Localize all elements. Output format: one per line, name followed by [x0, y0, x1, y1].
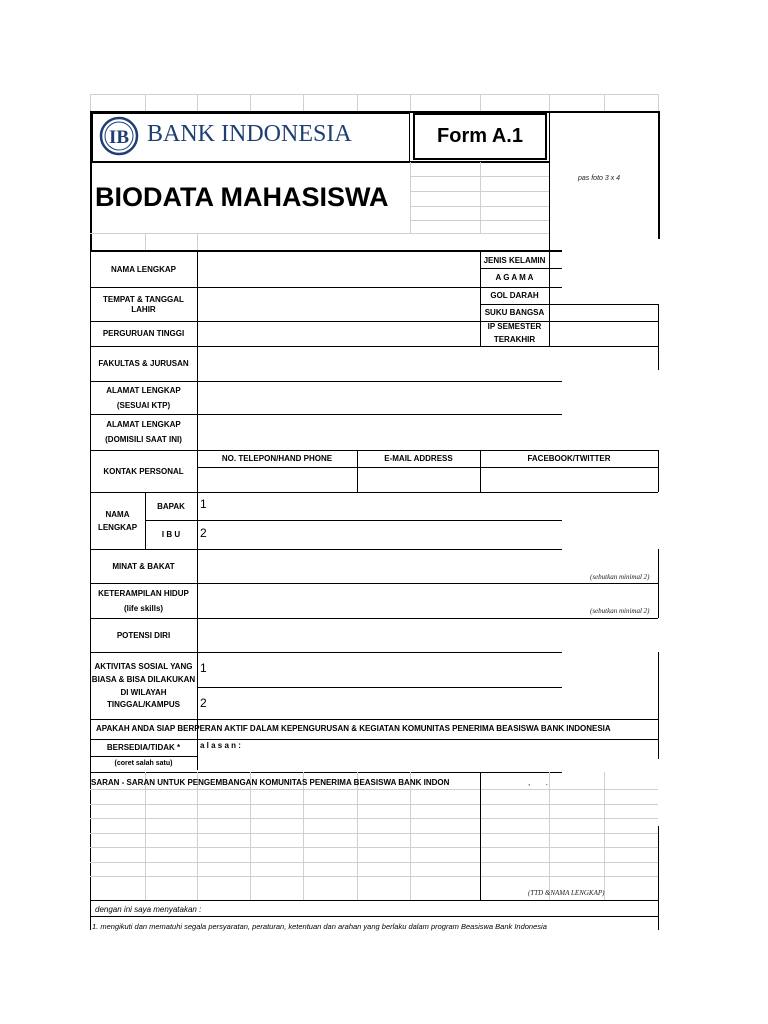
svg-text:IB: IB: [108, 127, 130, 148]
input-fakultas-jurusan[interactable]: [198, 347, 560, 380]
signature-area[interactable]: [481, 790, 657, 886]
label-fakultas-jurusan: FAKULTAS & JURUSAN: [98, 359, 189, 369]
label-ibu: I B U: [161, 530, 181, 540]
label-nama-ortu: [90, 493, 145, 549]
label-suku-bangsa: SUKU BANGSA: [484, 308, 545, 318]
label-alamat-dom-line1: ALAMAT LENGKAP: [106, 420, 181, 430]
input-jenis-kelamin[interactable]: [550, 253, 562, 267]
saran-text: SARAN - SARAN UNTUK PENGEMBANGAN KOMUNITAS PENERIMA BEASISWA BANK INDON: [91, 778, 450, 787]
label-ip-semester-line2: TERAKHIR: [493, 334, 536, 344]
page-title: BIODATA MAHASISWA: [95, 182, 389, 212]
bank-logo-icon: [99, 116, 143, 161]
label-tempat-tanggal-lahir: TEMPAT & TANGGAL LAHIR: [103, 294, 184, 314]
input-keterampilan[interactable]: [198, 585, 578, 617]
label-nama-ortu-line1: NAMA: [105, 509, 130, 519]
aktivitas-number-2: 2: [200, 696, 207, 710]
input-alamat-ktp[interactable]: [198, 382, 560, 413]
input-email[interactable]: [358, 468, 479, 491]
label-alamat-ktp: [90, 382, 197, 414]
label-alasan: a l a s a n :: [200, 741, 241, 750]
input-aktivitas-1[interactable]: [210, 654, 560, 686]
statement-point-1: 1. mengikuti dan mematuhi segala persyaratan, peraturan, ketentuan dan arahan yang berlaku dalam program Beasiswa Bank Indonesia: [92, 922, 547, 931]
label-coret: (coret salah satu): [114, 760, 173, 768]
input-alasan[interactable]: [240, 740, 560, 771]
input-facebook[interactable]: [481, 468, 657, 491]
input-minat-bakat[interactable]: [198, 551, 578, 582]
ibu-number: 2: [200, 526, 207, 540]
label-bersedia[interactable]: BERSEDIA/TIDAK *: [106, 743, 181, 753]
label-keterampilan: [90, 584, 197, 618]
input-saran[interactable]: [91, 790, 479, 899]
input-nama-ibu[interactable]: [210, 522, 560, 548]
header-email: E-MAIL ADDRESS: [384, 454, 453, 464]
label-jenis-kelamin: JENIS KELAMIN: [483, 255, 546, 265]
label-keterampilan-line1: KETERAMPILAN HIDUP: [98, 588, 189, 598]
label-alamat-domisili: [90, 415, 197, 450]
label-minat-bakat: MINAT & BAKAT: [112, 561, 175, 571]
header-telepon: NO. TELEPON/HAND PHONE: [221, 454, 333, 464]
date-marks: , .: [528, 778, 549, 787]
label-aktivitas-line1: AKTIVITAS SOSIAL YANG: [94, 662, 193, 672]
label-aktivitas: [90, 653, 197, 719]
input-perguruan-tinggi[interactable]: [198, 322, 479, 345]
input-alamat-domisili[interactable]: [198, 415, 560, 449]
label-perguruan-tinggi: PERGURUAN TINGGI: [102, 329, 185, 339]
label-potensi-diri: POTENSI DIRI: [116, 630, 171, 640]
label-alamat-dom-line2: (DOMISILI SAAT INI): [105, 435, 182, 444]
ttd-label: (TTD &NAMA LENGKAP): [528, 889, 605, 897]
photo-note: pas foto 3 x 4: [578, 175, 621, 182]
form-code: Form A.1: [437, 125, 523, 147]
form-code-box: [413, 113, 547, 160]
input-nama-lengkap[interactable]: [198, 253, 479, 286]
label-aktivitas-line3: DI WILAYAH: [120, 687, 167, 697]
label-keterampilan-line2: (life skills): [123, 603, 164, 613]
label-bapak: BAPAK: [157, 501, 185, 511]
aktivitas-number-1: 1: [200, 661, 207, 675]
bapak-number: 1: [200, 497, 207, 511]
label-kontak-personal: KONTAK PERSONAL: [103, 466, 184, 476]
label-aktivitas-line2: BIASA & BISA DILAKUKAN: [91, 674, 196, 684]
statement-intro: dengan ini saya menyatakan :: [95, 905, 202, 914]
input-aktivitas-2[interactable]: [210, 689, 560, 718]
label-ip-semester: [480, 320, 549, 346]
label-aktivitas-line4: TINGGAL/KAMPUS: [107, 700, 180, 710]
label-nama-lengkap: NAMA LENGKAP: [110, 264, 177, 274]
bank-name: BANK INDONESIA: [147, 121, 352, 147]
label-alamat-ktp-line1: ALAMAT LENGKAP: [106, 385, 181, 395]
input-ip-semester[interactable]: [550, 322, 657, 345]
input-tempat-tanggal-lahir[interactable]: [198, 288, 479, 320]
question-text: APAKAH ANDA SIAP BERPERAN AKTIF DALAM KEPENGURUSAN & KEGIATAN KOMUNITAS PENERIMA BEASISWA BANK INDONESIA: [96, 724, 611, 733]
hint-keterampilan: (sebutkan minimal 2): [590, 607, 650, 615]
label-ip-semester-line1: IP SEMESTER: [487, 321, 542, 331]
label-alamat-ktp-line2: (SESUAI KTP): [116, 400, 171, 410]
input-telepon[interactable]: [198, 468, 356, 491]
label-nama-ortu-line2: LENGKAP: [97, 522, 138, 532]
header-facebook: FACEBOOK/TWITTER: [527, 454, 611, 464]
hint-minat: (sebutkan minimal 2): [590, 573, 650, 581]
label-agama: A G A M A: [495, 273, 534, 283]
input-nama-bapak[interactable]: [210, 494, 560, 519]
label-gol-darah: GOL DARAH: [490, 291, 539, 301]
input-potensi-diri[interactable]: [198, 620, 560, 651]
